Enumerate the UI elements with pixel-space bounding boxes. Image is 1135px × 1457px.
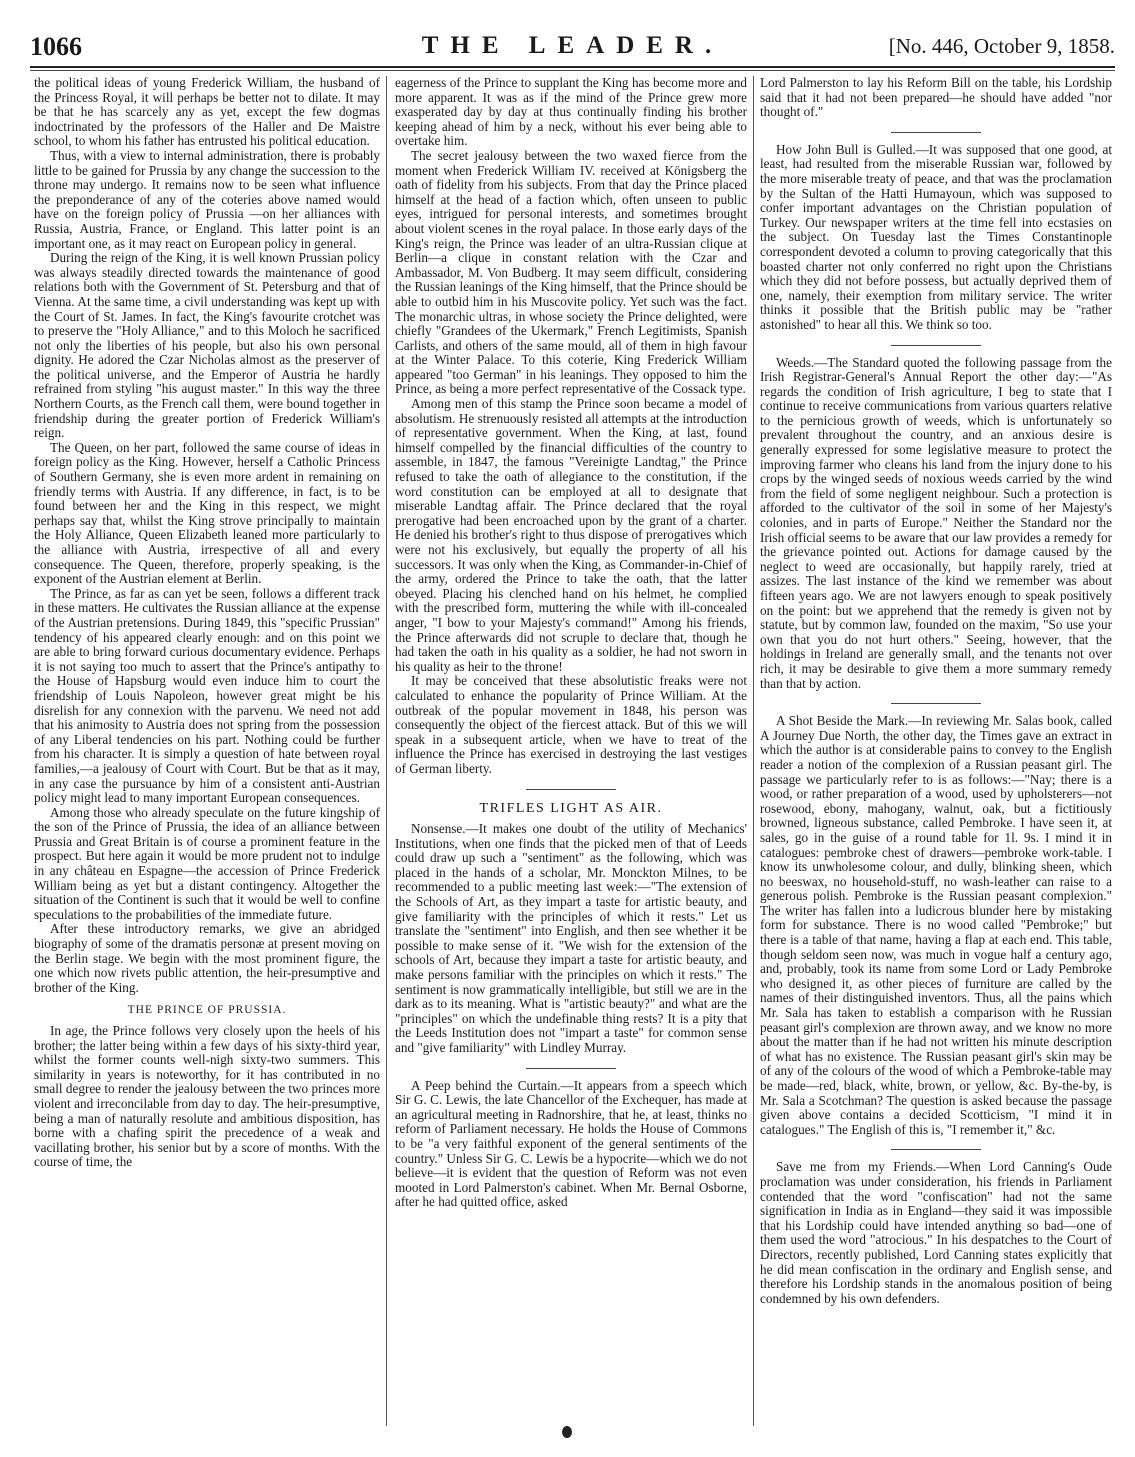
item-divider bbox=[891, 345, 981, 346]
paragraph: A Shot Beside the Mark.—In reviewing Mr. Salas book, called A Journey Due North, the other day, the Times gave an extract in which the author is at considerable pains to convey to the English reader a notion of the complexion of a Russian peasant girl. The passage we particularly refer to is as follows:—"Nay; there is a wood, or rather preparation of a wood, used by upholsterers—not rosewood, ebony, mahogany, walnut, oak, but a fictitiously browned, ligneous substance, called Pembroke. I have seen it, at sales, go in the guise of a round table for 1l. 9s. I mind it in catalogues: pembroke chest of drawers—pembroke work-table. I know its unwholesome colour, and dully, blinking sheen, which no beeswax, no household-stuff, no wash-leather can raise to a generous polish. Pembroke is the Russian peasant complexion." The writer has fallen into a ludicrous blunder here by mistaking form for substance. There is no wood called "Pembroke;" but there is a table of that name, having a flap at each end. This table, though seldom seen now, was much in vogue half a century ago, and, probably, took its name from some Lord or Lady Pembroke who designed it, as other pieces of furniture are called by the names of their distinguished inventors. Thus, all the pains which Mr. Sala has taken to establish a comparison with he Russian peasant girl's complexion are thrown away, and we know no more about the matter than if he had not written his minute description of what has no existence. The Russian peasant girl's skin may be of any of the colours of the wood of which a Pembroke-table may be made—red, black, white, brown, or yellow, &c. By-the-by, is Mr. Sala a Scotchman? The question is asked because the passage given above contains a decided Scotticism, "I mind it in catalogues." The English of this is, "I remember it," &c. bbox=[760, 713, 1112, 1137]
paragraph: Thus, with a view to internal administration, there is probably little to be gained for Prussia by any change the succession to the throne may undergo. It remains now to be seen what influence the preponderance of any of the coteries above named would have on the foreign policy of Prussia —on her alliances with Russia, Austria, France, or England. This latter point is an important one, as it may react on European policy in general. bbox=[34, 147, 380, 251]
column-1 bbox=[34, 76, 380, 1170]
section-heading: THE PRINCE OF PRUSSIA. bbox=[127, 1004, 287, 1017]
paragraph: eagerness of the Prince to supplant the King has become more and more apparent. It was as if the mind of the Prince grew more exasperated day by day at thus continually finding his brother keeping ahead of him by a neck, without his ever being able to overtake him. bbox=[395, 75, 747, 149]
paragraph: the political ideas of young Frederick William, the husband of the Princess Royal, it will perhaps be better not to dilate. It may be that he has scarcely any as yet, except the few dogmas indoctrinated by the professors of the Haller and De Maistre school, to whom his father has entrusted his political education. bbox=[34, 75, 380, 149]
paragraph: Among those who already speculate on the future kingship of the son of the Prince of Prussia, the idea of an alliance between Prussia and Great Britain is of course a prominent feature in the prospect. But here again it would be more prudent not to indulge in any château en Espagne—the accession of Prince Frederick William being as yet but a distant contingency. Altogether the situation of the Continent is such that it would be well to confine speculations to the probabilities of the immediate future. bbox=[34, 804, 380, 922]
paragraph: During the reign of the King, it is well known Prussian policy was always steadily directed towards the maintenance of good relations both with the Government of St. Petersburg and that of Vienna. At the same time, a civil understanding was kept up with the Court of St. James. In fact, the King's favourite crotchet was to preserve the "Holy Alliance," and to this Moloch he sacrificed not only the liberties of his people, but also his own personal dignity. He adored the Czar Nicholas almost as the preserver of the political universe, and the Emperor of Austria he hardly refrained from styling "his august master." In this way the three Northern Courts, as the French call them, were bound together in friendship during the greater portion of Frederick William's reign. bbox=[34, 250, 380, 441]
column-3 bbox=[760, 76, 1112, 1306]
item-divider bbox=[891, 703, 981, 704]
item-divider bbox=[891, 132, 981, 133]
paragraph: Weeds.—The Standard quoted the following passage from the Irish Registrar-General's Annual Report the other day:—"As regards the condition of Irish agriculture, I beg to state that I continue to receive communications from various quarters relative to the pernicious growth of weeds, which is unfortunately so prevalent throughout the country, and an anxious desire is generally expressed for some legislative measure to protect the improving farmer who cleans his land from the injury done to his crops by the winged seeds of noxious weeds carried by the wind from the field of some negligent neighbour. Such a protection is afforded to the cultivator of the soil in some of her Majesty's colonies, and in parts of Europe." Neither the Standard nor the Irish official seems to be aware that our law provides a remedy for the grievance pointed out. Actions for damage caused by the neglect to weed are occasionally, but happily rarely, tried at assizes. The last instance of the kind we remember was about fifteen years ago. We are not lawyers enough to speak positively on the point: but we apprehend that the remedy is given not by statute, but by common law, founded on the maxim, "So use your own that you do not hurt others." Seeing, however, that the holdings in Ireland are generally small, and the tenants not over rich, it may be desirable to give them a more summary remedy than that by action. bbox=[760, 354, 1112, 691]
paragraph: A Peep behind the Curtain.—It appears from a speech which Sir G. C. Lewis, the late Chancellor of the Exchequer, has made at an agricultural meeting in Radnorshire, that he, at least, thinks no reform of Parliament necessary. He holds the House of Commons to be "a very faithful exponent of the general sentiments of the country." Unless Sir G. C. Lewis be a hypocrite—which we do not believe—it is evident that the question of Reform was not even mooted in Lord Palmerston's cabinet. When Mr. Bernal Osborne, after he had quitted office, asked bbox=[395, 1077, 747, 1210]
section-heading: TRIFLES LIGHT AS AIR. bbox=[479, 800, 663, 816]
paragraph: The secret jealousy between the two waxed fierce from the moment when Frederick William IV. received at Königsberg the oath of fidelity from his subjects. From that day the Prince placed himself at the head of a faction which, often unseen to public eyes, intrigued for personal interests, and sometimes brought about violent scenes in the royal palace. In those early days of the King's reign, the Prince was leader of an ultra-Russian clique at Berlin—a clique in constant relation with the Czar and Ambassador, M. Von Budberg. It may seem difficult, considering the Russian leanings of the King himself, that the Prince should be able to outbid him in his Muscovite policy. Yet such was the fact. The monarchic ultras, in whose society the Prince delighted, were chiefly "Grandees of the Ukermark," French Legitimists, Spanish Carlists, and others of the same mould, all of them in high favour at the Winter Palace. To this coterie, King Frederick William appeared "too German" in his leanings. They opposed to him the Prince, as being a more perfect representative of the Cossack type. bbox=[395, 147, 747, 397]
paragraph: In age, the Prince follows very closely upon the heels of his brother; the latter being within a few days of his sixty-third year, whilst the former counts well-nigh sixty-two summers. This similarity in years is noteworthy, for it has contributed in no small degree to render the jealousy between the two princes more violent and irreconcilable from day to day. The heir-presumptive, being a man of naturally resolute and ambitious disposition, has borne with a chafing spirit the precedence of a weak and vacillating brother, his senior but by a score of months. With the course of time, the bbox=[34, 1023, 380, 1170]
paragraph: How John Bull is Gulled.—It was supposed that one good, at least, had resulted from the miserable Russian war, followed by the more miserable treaty of peace, and that was the proclamation by the Sultan of the Hatti Humayoun, which was supposed to confer important advantages on the Christian population of Turkey. Our newspaper writers at the time fell into ecstasies on the subject. On Tuesday last the Times Constantinople correspondent devoted a column to proving categorically that this boasted charter not only conferred no right upon the Christians which they did not before possess, but actually deprived them of one, namely, their exemption from military service. The writer thinks it possible that the British public may be "rather astonished" to hear all this. We think so too. bbox=[760, 141, 1112, 332]
page-header bbox=[30, 30, 1115, 62]
newspaper-title: THE LEADER. bbox=[421, 32, 724, 59]
item-divider bbox=[526, 1068, 616, 1069]
paragraph: Among men of this stamp the Prince soon became a model of absolutism. He strenuously resisted all attempts at the introduction of representative government. When the King, at last, found himself compelled by the financial difficulties of the country to assemble, in 1847, the famous "Vereinigte Landtag," the Prince refused to take the oath of allegiance to the constitution, if the word constitution can be employed at all to designate that miserable Landtag affair. The Prince declared that the royal prerogative had been encroached upon by the grant of a charter. He denied his brother's right to thus dispose of prerogatives which were not his exclusively, but equally the property of all his successors. It was only when the King, as Commander-in-Chief of the army, ordered the Prince to take the oath, that the latter obeyed. Placing his clenched hand on his helmet, he complied with the prescribed form, muttering the while with ill-concealed anger, "I bow to your Majesty's command!" Among his friends, the Prince afterwards did not scruple to declare that, though he had taken the oath in his quality as a soldier, he had not sworn in his quality as heir to the throne! bbox=[395, 396, 747, 674]
ornament-dot-icon bbox=[562, 1426, 572, 1438]
paragraph: It may be conceived that these absolutistic freaks were not calculated to enhance the popularity of Prince William. At the outbreak of the popular movement in 1848, his person was consequently the object of the fiercest attack. But of this we will speak in a subsequent article, when we have to treat of the influence the Prince has exercised in destroying the last vestiges of German liberty. bbox=[395, 673, 747, 776]
paragraph: After these introductory remarks, we give an abridged biography of some of the dramatis personæ at present moving on the Berlin stage. We begin with the most prominent figure, the one which now rivets public attention, the heir-presumptive and brother of the King. bbox=[34, 921, 380, 995]
paragraph: Nonsense.—It makes one doubt of the utility of Mechanics' Institutions, when one finds that the picked men of that of Leeds could draw up such a "sentiment" as the following, which was placed in the hands of a scholar, Mr. Monckton Milnes, to be recommended to a public meeting last week:—"The extension of the Schools of Art, as they impart a taste for artistic beauty, and give familiarity with the principles of which it rests." Let us translate the "sentiment" into English, and then see whether it be possible to make sense of it. "We wish for the extension of the schools of Art, because they impart a taste for artistic beauty, and make persons familiar with the principles on which it rests." The sentiment is now grammatically intelligible, but still we are in the dark as to its meaning. What is "artistic beauty?" and what are the "principles" on which the undefinable thing rests? It is a pity that the Leeds Institution does not "impart a taste" for common sense and "give familiarity" with Lindley Murray. bbox=[395, 821, 747, 1055]
paragraph: Lord Palmerston to lay his Reform Bill on the table, his Lordship said that it had not been prepared—he should have added "nor thought of." bbox=[760, 75, 1112, 120]
item-divider bbox=[891, 1149, 981, 1150]
header-rule-thin bbox=[30, 70, 1115, 71]
section-divider bbox=[526, 789, 616, 790]
column-2 bbox=[395, 76, 747, 1210]
paragraph: Save me from my Friends.—When Lord Canning's Oude proclamation was under consideration, his friends in Parliament contended that the word "confiscation" had not the same signification in India as in England—they said it was impossible that his Lordship could have intended anything so bad—one of them used the word "atrocious." In his despatches to the Court of Directors, recently published, Lord Canning states explicitly that he did mean confiscation in the ordinary and English sense, and therefore his Lordship stands in the anomalous position of being condemned by his own defenders. bbox=[760, 1159, 1112, 1306]
column-divider bbox=[753, 76, 754, 1426]
column-divider bbox=[386, 76, 387, 1426]
page-number: 1066 bbox=[30, 32, 82, 61]
issue-info: [No. 446, October 9, 1858. bbox=[888, 34, 1115, 58]
header-rule bbox=[30, 66, 1115, 68]
paragraph: The Queen, on her part, followed the same course of ideas in foreign policy as the King. However, herself a Catholic Princess of Southern Germany, she is even more ardent in remaining on friendly terms with Austria. If any difference, in fact, is to be found between her and the King in this respect, we might perhaps say that, whilst the King strove principally to maintain the Holy Alliance, Queen Elizabeth leaned more particularly to the alliance with Austria, irrespective of all and every consequence. The Queen, therefore, properly speaking, is the exponent of the Austrian element at Berlin. bbox=[34, 439, 380, 587]
paragraph: The Prince, as far as can yet be seen, follows a different track in these matters. He cultivates the Russian alliance at the expense of the Austrian pretensions. During 1849, this "specific Prussian" tendency of his appeared clearly enough: and on this point we are able to bring forward curious documentary evidence. Perhaps it is not saying too much to assert that the Prince's antipathy to the House of Hapsburg would even induce him to court the friendship of Louis Napoleon, however great might be his disrelish for any connexion with the parvenu. We need not add that his animosity to Austria does not spring from the possession of any Liberal tendencies on his part. Nothing could be further from his character. It is simply a question of hate between royal families,—a jealousy of Court with Court. But be that as it may, in any case the pursuance by him of a consistent anti-Austrian policy might lead to many important European consequences. bbox=[34, 585, 380, 806]
